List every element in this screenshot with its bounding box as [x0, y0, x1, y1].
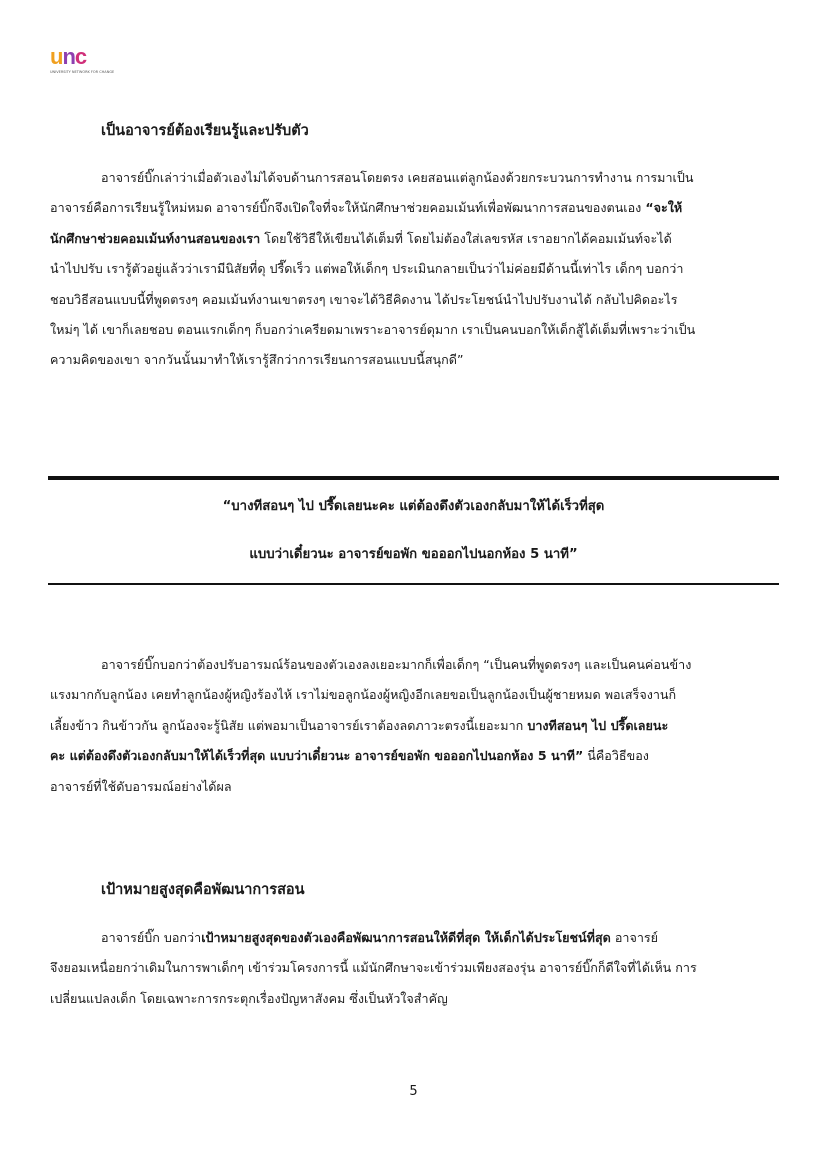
- bold-phrase: บางทีสอนๆ ไป ปรี๊ดเลยนะ: [527, 717, 669, 733]
- paragraph-line: ชอบวิธีสอนแบบนี้ที่พูดตรงๆ คอมเม้นท์งานเขาตรงๆ เขาจะได้วิธีคิดงาน ได้ประโยชน์นำไปปรับงานได้ กลับไปคิดอะไร: [50, 291, 678, 307]
- paragraph-line: ใหม่ๆ ได้ เขาก็เลยชอบ ตอนแรกเด็กๆ ก็บอกว่าเครียดมาเพราะอาจารย์ดุมาก เราเป็นคนบอกให้เด็กสู้ได้เต็มที่เพราะว่าเป็น: [50, 321, 696, 337]
- paragraph-line: ความคิดของเขา จากวันนั้นมาทำให้เรารู้สึกว่าการเรียนการสอนแบบนี้สนุกดี”: [50, 352, 464, 368]
- logo-wordmark: unc: [50, 44, 87, 69]
- paragraph-line: เลี้ยงข้าว กินข้าวกัน ลูกน้องจะรู้นิสัย แต่พอมาเป็นอาจารย์เราต้องลดภาวะตรงนี้เยอะมาก บางทีสอนๆ ไป ปรี๊ดเลยนะ: [50, 717, 669, 733]
- logo-subtitle: UNIVERSITY NETWORK FOR CHANGE: [50, 70, 115, 74]
- paragraph-line: อาจารย์บิ๊ก บอกว่าเป้าหมายสูงสุดของตัวเองคือพัฒนาการสอนให้ดีที่สุด ให้เด็กได้ประโยชน์ที่สุด อาจารย์: [101, 930, 659, 945]
- pull-quote-line-1: “บางทีสอนๆ ไป ปรี๊ดเลยนะคะ แต่ต้องดึงตัวเองกลับมาให้ได้เร็วที่สุด: [222, 499, 605, 514]
- paragraph-line: แรงมากกับลูกน้อง เคยทำลูกน้องผู้หญิงร้องไห้ เราไม่ขอลูกน้องผู้หญิงอีกเลยขอเป็นลูกน้องเป็นผู้ชายหมด พอเสร็จงานก็: [50, 687, 677, 703]
- section-heading-learn-adapt: เป็นอาจารย์ต้องเรียนรู้และปรับตัว: [101, 123, 309, 139]
- paragraph-line: จึงยอมเหนื่อยกว่าเดิมในการพาเด็กๆ เข้าร่วมโครงการนี้ แม้นักศึกษาจะเข้าร่วมเพียงสองรุ่น อาจารย์บิ๊กก็ดีใจที่ได้เห็น การ: [50, 960, 697, 976]
- paragraph-line: อาจารย์คือการเรียนรู้ใหม่หมด อาจารย์บิ๊กจึงเปิดใจที่จะให้นักศึกษาช่วยคอมเม้นท์เพื่อพัฒนาการสอนของตนเอง “จะให้: [50, 200, 683, 216]
- bold-quote-start: “จะให้: [645, 200, 683, 216]
- paragraph-line: นำไปปรับ เรารู้ตัวอยู่แล้วว่าเรามีนิสัยที่ดุ ปรี๊ดเร็ว แต่พอให้เด็กๆ ประเมินกลายเป็นว่าไม่ค่อยมีด้านนี้เท่าไร เด็กๆ บอกว่า: [50, 261, 684, 277]
- paragraph-line: เปลี่ยนแปลงเด็ก โดยเฉพาะการกระตุกเรื่องปัญหาสังคม ซึ่งเป็นหัวใจสำคัญ: [50, 990, 448, 1006]
- paragraph-line: อาจารย์บิ๊กเล่าว่าเมื่อตัวเองไม่ได้จบด้านการสอนโดยตรง เคยสอนแต่ลูกน้องด้วยกระบวนการทำงาน การมาเป็น: [101, 170, 694, 185]
- paragraph-line: นักศึกษาช่วยคอมเม้นท์งานสอนของเรา โดยใช้วิธีให้เขียนได้เต็มที่ โดยไม่ต้องใส่เลขรหัส เราอยากได้คอมเม้นท์จะได้: [50, 230, 672, 246]
- section-heading-goal: เป้าหมายสูงสุดคือพัฒนาการสอน: [101, 882, 305, 898]
- bold-phrase: คะ แต่ต้องดึงตัวเองกลับมาให้ได้เร็วที่สุด แบบว่าเดี๋ยวนะ อาจารย์ขอพัก ขอออกไปนอกห้อง 5 นาที”: [50, 748, 584, 764]
- paragraph-line: อาจารย์ที่ใช้ดับอารมณ์อย่างได้ผล: [50, 778, 232, 794]
- unc-logo: [50, 44, 115, 80]
- paragraph-line: คะ แต่ต้องดึงตัวเองกลับมาให้ได้เร็วที่สุด แบบว่าเดี๋ยวนะ อาจารย์ขอพัก ขอออกไปนอกห้อง 5 นาที” นี่คือวิธีของ: [50, 748, 649, 764]
- bold-phrase: เป้าหมายสูงสุดของตัวเองคือพัฒนาการสอนให้ดีที่สุด ให้เด็กได้ประโยชน์ที่สุด: [201, 930, 611, 945]
- page-number: 5: [409, 1084, 418, 1099]
- paragraph-line: อาจารย์บิ๊กบอกว่าต้องปรับอารมณ์ร้อนของตัวเองลงเยอะมากก็เพื่อเด็กๆ “เป็นคนที่พูดตรงๆ และเป็นคนค่อนข้าง: [101, 657, 692, 672]
- paragraph-temper-control: [50, 650, 778, 802]
- pull-quote-bottom-rule: [48, 583, 779, 585]
- paragraph-teaching-feedback: [50, 163, 778, 376]
- pull-quote-top-rule: [48, 476, 779, 480]
- pull-quote-line-2: แบบว่าเดี๋ยวนะ อาจารย์ขอพัก ขอออกไปนอกห้อง 5 นาที”: [249, 547, 578, 562]
- paragraph-goal: [50, 923, 778, 1014]
- bold-phrase: นักศึกษาช่วยคอมเม้นท์งานสอนของเรา: [50, 230, 261, 246]
